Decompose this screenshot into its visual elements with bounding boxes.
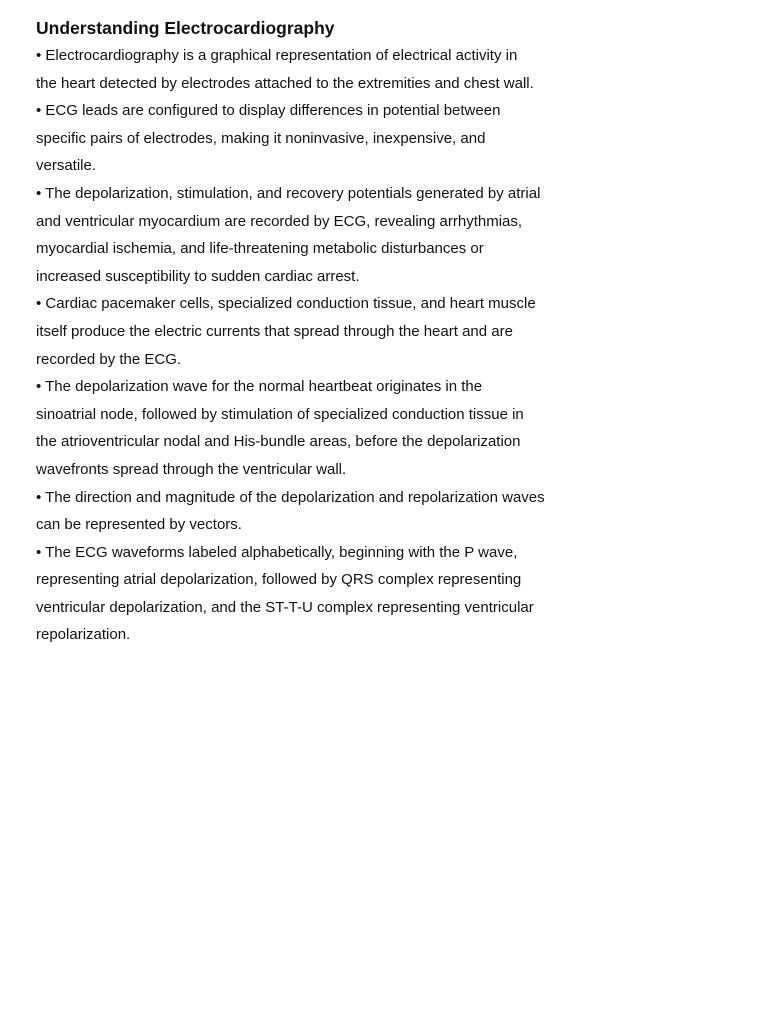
bullet-line: representing atrial depolarization, followed by QRS complex representing	[36, 571, 522, 589]
bullet-line: • ECG leads are configured to display differences in potential between	[36, 102, 501, 120]
bullet-item	[36, 97, 576, 180]
bullet-line: • The depolarization wave for the normal heartbeat originates in the	[36, 378, 483, 396]
bullet-line: can be represented by vectors.	[36, 516, 242, 534]
bullet-line: itself produce the electric currents that spread through the heart and are	[36, 322, 513, 340]
bullet-line: and ventricular myocardium are recorded by ECG, revealing arrhythmias,	[36, 212, 523, 230]
bullet-line: repolarization.	[36, 626, 131, 644]
bullet-line: specific pairs of electrodes, making it noninvasive, inexpensive, and	[36, 129, 486, 147]
bullet-line: • The ECG waveforms labeled alphabetically, beginning with the P wave,	[36, 543, 518, 561]
bullet-line: myocardial ischemia, and life-threatening metabolic disturbances or	[36, 240, 484, 258]
bullet-line: increased susceptibility to sudden cardiac arrest.	[36, 267, 360, 285]
bullet-item	[36, 42, 576, 97]
bullet-line: • Cardiac pacemaker cells, specialized conduction tissue, and heart muscle	[36, 295, 536, 313]
bullet-line: • The direction and magnitude of the depolarization and repolarization waves	[36, 488, 545, 506]
bullet-line: the heart detected by electrodes attached to the extremities and chest wall.	[36, 74, 534, 92]
bullet-line: • The depolarization, stimulation, and recovery potentials generated by atrial	[36, 184, 541, 202]
bullet-item	[36, 180, 576, 290]
bullet-line: • Electrocardiography is a graphical representation of electrical activity in	[36, 47, 518, 64]
bullet-line: the atrioventricular nodal and His-bundle areas, before the depolarization	[36, 433, 521, 451]
bullet-item	[36, 539, 576, 649]
bullet-item	[36, 290, 576, 373]
bullet-item	[36, 373, 576, 483]
bullet-line: wavefronts spread through the ventricular wall.	[36, 460, 347, 478]
bullet-line: versatile.	[36, 157, 97, 175]
bullet-line: ventricular depolarization, and the ST-T-U complex representing ventricular	[36, 598, 534, 616]
document-page	[36, 16, 576, 649]
bullet-line: recorded by the ECG.	[36, 350, 182, 368]
bullet-list	[36, 42, 576, 649]
bullet-item	[36, 484, 576, 539]
bullet-line: sinoatrial node, followed by stimulation of specialized conduction tissue in	[36, 405, 524, 423]
page-title: Understanding Electrocardiography	[36, 18, 335, 38]
